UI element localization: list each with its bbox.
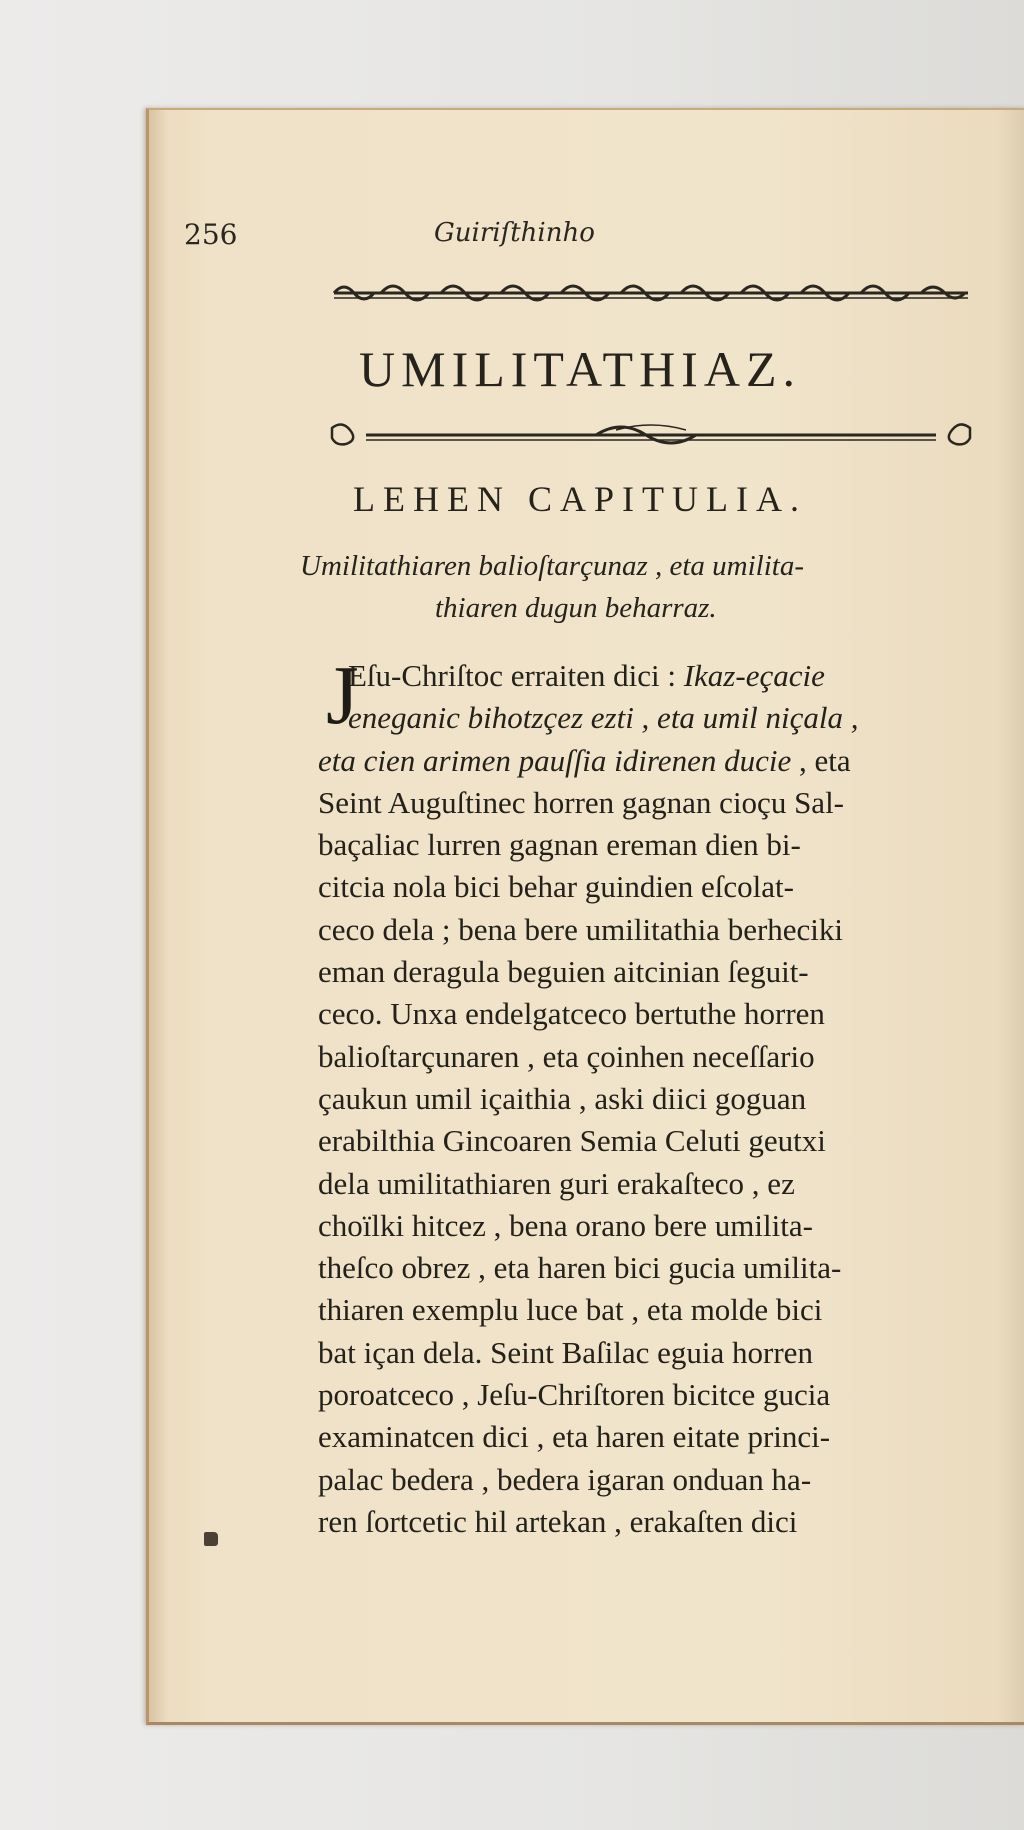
body-line: palac bedera , bedera igaran onduan ha- xyxy=(318,1461,812,1497)
body-line: eman deragula beguien aitcinian ſeguit- xyxy=(318,954,809,990)
body-line: dela umilitathiaren guri erakaſteco , ez xyxy=(318,1165,795,1201)
page-header xyxy=(184,218,754,258)
body-line: ceco dela ; bena bere umilitathia berheciki xyxy=(318,911,844,947)
body-line xyxy=(318,655,978,697)
body-line-segment: Eſu-Chriſtoc erraiten dici : xyxy=(348,658,684,693)
section-title: UMILITATHIAZ. xyxy=(359,341,801,397)
body-line: choïlki hitcez , bena orano bere umilita- xyxy=(318,1207,813,1243)
body-line: theſco obrez , eta haren bici gucia umilita- xyxy=(318,1250,842,1286)
summary-line-1: Umilitathiaren balioſtarçunaz , eta umilita- xyxy=(300,550,804,582)
body-line: çaukun umil içaithia , aski diici goguan xyxy=(318,1080,807,1116)
middle-ornament xyxy=(326,418,976,452)
body-line: balioſtarçunaren , eta çoinhen neceſſario xyxy=(318,1038,815,1074)
body-line: erabilthia Gincoaren Semia Celuti geutxi xyxy=(318,1123,826,1159)
body-line-italic-segment: eta cien arimen pauſſia idirenen ducie xyxy=(318,742,792,778)
body-line-segment: , eta xyxy=(791,742,851,778)
chapter-heading: LEHEN CAPITULIA. xyxy=(353,479,807,519)
body-text xyxy=(318,649,978,1543)
top-ornament xyxy=(326,278,976,308)
running-head: Guiriſthinho xyxy=(434,218,595,248)
summary-line-2: thiaren dugun beharraz. xyxy=(435,592,717,624)
body-line: ceco. Unxa endelgatceco bertuthe horren xyxy=(318,996,825,1032)
drop-cap: J xyxy=(326,649,359,742)
body-line: citcia nola bici behar guindien eſcolat- xyxy=(318,869,794,905)
page-number: 256 xyxy=(184,218,238,251)
body-line-italic-segment: Ikaz-eçacie xyxy=(683,658,825,693)
body-line xyxy=(318,740,978,782)
body-line: bat içan dela. Seint Baſilac eguia horren xyxy=(318,1334,813,1370)
body-line: eneganic bihotzçez ezti , eta umil niçala , xyxy=(348,700,859,736)
body-line: poroatceco , Jeſu-Chriſtoren bicitce gucia xyxy=(318,1377,831,1413)
body-line: examinatcen dici , eta haren eitate princi- xyxy=(318,1419,831,1455)
body-line: baçaliac lurren gagnan ereman dien bi- xyxy=(318,827,801,863)
chapter-summary xyxy=(300,545,980,629)
body-line: Seint Auguſtinec horren gagnan cioçu Sal- xyxy=(318,784,845,820)
page-shadow xyxy=(997,110,1024,1722)
body-line: ren ſortcetic hil artekan , erakaſten dici xyxy=(318,1503,798,1539)
body-line: thiaren exemplu luce bat , eta molde bici xyxy=(318,1292,823,1328)
ink-spot xyxy=(204,1532,218,1546)
